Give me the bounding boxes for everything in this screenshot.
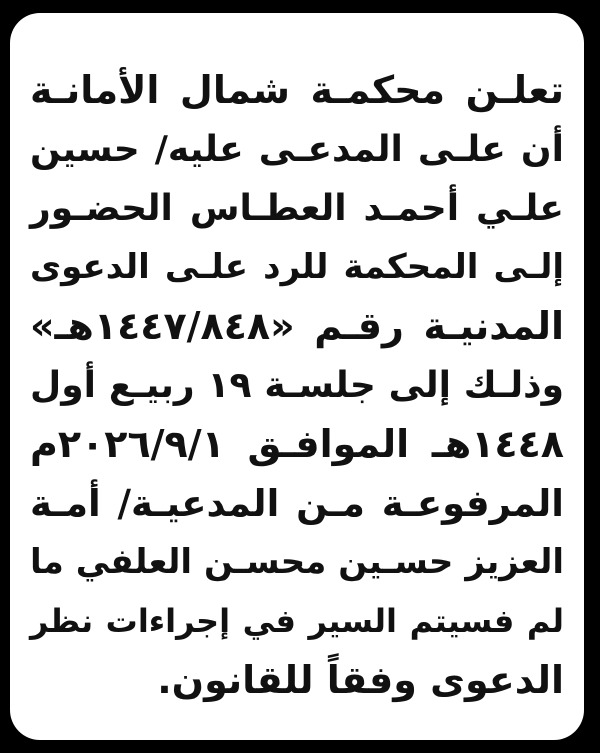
notice-body — [30, 61, 564, 710]
notice-line-last: الدعوى وفقاً للقانون. — [157, 658, 564, 702]
notice-line: علـي أحمـد العطـاس الحضـور — [30, 188, 564, 229]
notice-line: إلـى المحكمة للرد علـى الدعوى — [30, 247, 564, 287]
notice-line: أن علـى المدعـى عليه/ حسين — [30, 129, 564, 170]
notice-line: المدنيـة رقـم «١٤٤٧/٨٤٨هـ» — [30, 304, 564, 348]
notice-line: وذلـك إلى جلسـة ١٩ ربيـع أول — [30, 365, 565, 406]
notice-line: لم فسيتم السير في إجراءات نظر — [30, 602, 564, 640]
notice-line: العزيز حسـين محسـن العلفي ما — [30, 542, 564, 582]
notice-card — [10, 13, 584, 740]
notice-line: ١٤٤٨هـ الموافـق ٢٠٢٦/٩/١م — [30, 422, 564, 466]
notice-line: تعلـن محكمـة شمال الأمانـة — [30, 68, 564, 112]
notice-line: المرفوعـة مـن المدعيـة/ أمـة — [30, 482, 564, 525]
